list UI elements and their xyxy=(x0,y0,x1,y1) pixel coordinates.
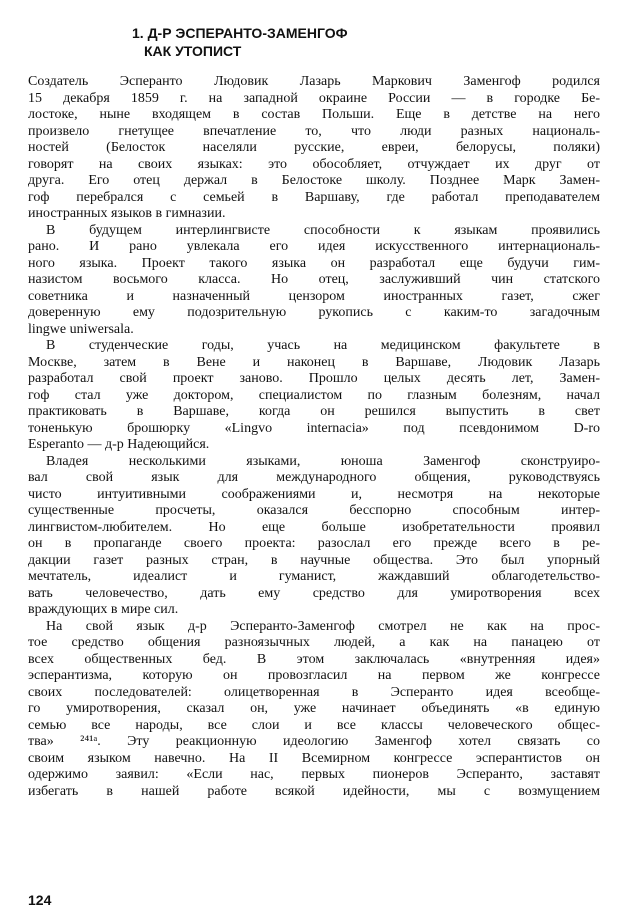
text-line: тва» ²⁴¹ᵃ. Эту реакционную идеологию Заменгоф хотел связать со xyxy=(28,734,600,749)
text-line: произвело гнетущее впечатление то, что люди разных националь- xyxy=(28,123,600,139)
text-line: Создатель Эсперанто Людовик Лазарь Маркович Заменгоф родился xyxy=(28,74,600,89)
text-line: практиковать в Варшаве, когда он решился выпустить в свет xyxy=(28,404,600,419)
text-line: враждующих в мире сил. xyxy=(28,602,179,617)
text-line: В студенческие годы, учась на медицинском факультете в xyxy=(46,338,600,353)
text-line: Москве, затем в Вене и наконец в Варшаве, Людовик Лазарь xyxy=(28,354,600,370)
text-line: Esperanto — д-р Надеющийся. xyxy=(28,437,210,452)
body-text xyxy=(28,74,600,800)
text-line: он в пропаганде своего проекта: разослал его прежде всего в ре- xyxy=(28,536,600,551)
text-line: друга. Его отец держал в Белостоке школу. Позднее Марк Замен- xyxy=(28,173,600,188)
text-line: разработал свой проект заново. Прошло целых десять лет, Замен- xyxy=(28,371,600,386)
text-line: Владея несколькими языками, юноша Заменгоф сконструиро- xyxy=(46,453,600,469)
text-line: существенные просчеты, оказался бесспорно способным интер- xyxy=(28,503,600,518)
text-line: тое средство общения разноязычных людей, а как на панацею от xyxy=(28,635,600,650)
text-line: назистом восьмого класса. Но отец, заслуживший чин статского xyxy=(28,272,600,287)
text-line: советника и назначенный цензором иностранных газет, сжег xyxy=(28,288,600,304)
text-line: своим языком навечно. На II Всемирном конгрессе эсперантистов он xyxy=(28,750,600,766)
text-line: lingwe uniwersala. xyxy=(28,321,134,337)
text-line: мечтатель, идеалист и гуманист, жаждавший облагодетельство- xyxy=(28,569,600,584)
text-line: лостоке, ныне входящем в состав Польши. Еще в детстве на него xyxy=(28,107,600,122)
text-line: всех общественных бед. В этом заключалась «внутренняя идея» xyxy=(28,651,600,667)
text-line: чисто интуитивными соображениями и, несмотря на некоторые xyxy=(28,486,600,502)
text-line: го умиротворения, сказал он, уже начинает объединять «в единую xyxy=(28,701,600,716)
text-line: 15 декабря 1859 г. на западной окраине России — в городке Бе- xyxy=(28,90,600,106)
text-line: В будущем интерлингвисте способности к языкам проявились xyxy=(46,222,600,238)
text-line: лингвистом-любителем. Но еще больше изобретательности проявил xyxy=(28,519,600,535)
text-line: дакции газет разных стран, в научные общества. Это был упорный xyxy=(28,552,600,568)
text-line: гоф стал уже доктором, специалистом по глазным болезням, начал xyxy=(28,387,600,403)
text-line: доверенную ему подозрительную рукопись с каким-то загадочным xyxy=(28,305,600,320)
text-line: ностей (Белосток населяли русские, евреи, белорусы, поляки) xyxy=(28,140,600,155)
text-line: избегать в нашей работе всякой идейности, мы с возмущением xyxy=(28,783,600,799)
section-heading-line-1: 1. Д-Р ЭСПЕРАНТО-ЗАМЕНГОФ xyxy=(132,25,348,41)
text-line: иностранных языков в гимназии. xyxy=(28,206,226,221)
section-heading-line-2: КАК УТОПИСТ xyxy=(144,43,242,59)
text-line: семью все народы, все слои и все классы человеческого общес- xyxy=(28,717,600,733)
text-line: вать человечество, дать ему средство для умиротворения всех xyxy=(28,585,600,601)
text-line: На свой язык д-р Эсперанто-Заменгоф смотрел не как на прос- xyxy=(46,618,600,634)
text-line: тоненькую брошюрку «Lingvo internacia» под псевдонимом D-ro xyxy=(28,420,600,436)
text-line: гоф перебрался с семьей в Варшаву, где работал преподавателем xyxy=(28,189,600,205)
text-line: вал свой язык для международного общения, руководствуясь xyxy=(28,470,600,485)
text-line: одержимо заявил: «Если нас, первых пионеров Эсперанто, заставят xyxy=(28,767,600,782)
text-line: эсперантизма, которую он провозгласил на первом же конгрессе xyxy=(28,668,600,683)
text-line: своих последователей: олицетворенная в Эсперанто идея всеобще- xyxy=(28,684,600,700)
text-line: ного языка. Проект такого языка он разработал еще будучи гим- xyxy=(28,255,600,271)
section-heading xyxy=(132,24,348,60)
page-number: 124 xyxy=(28,892,52,908)
text-line: рано. И рано увлекала его идея искусственного интернациональ- xyxy=(28,239,600,254)
text-line: говорят на своих языках: это обособляет, отчуждает их друг от xyxy=(28,156,600,172)
